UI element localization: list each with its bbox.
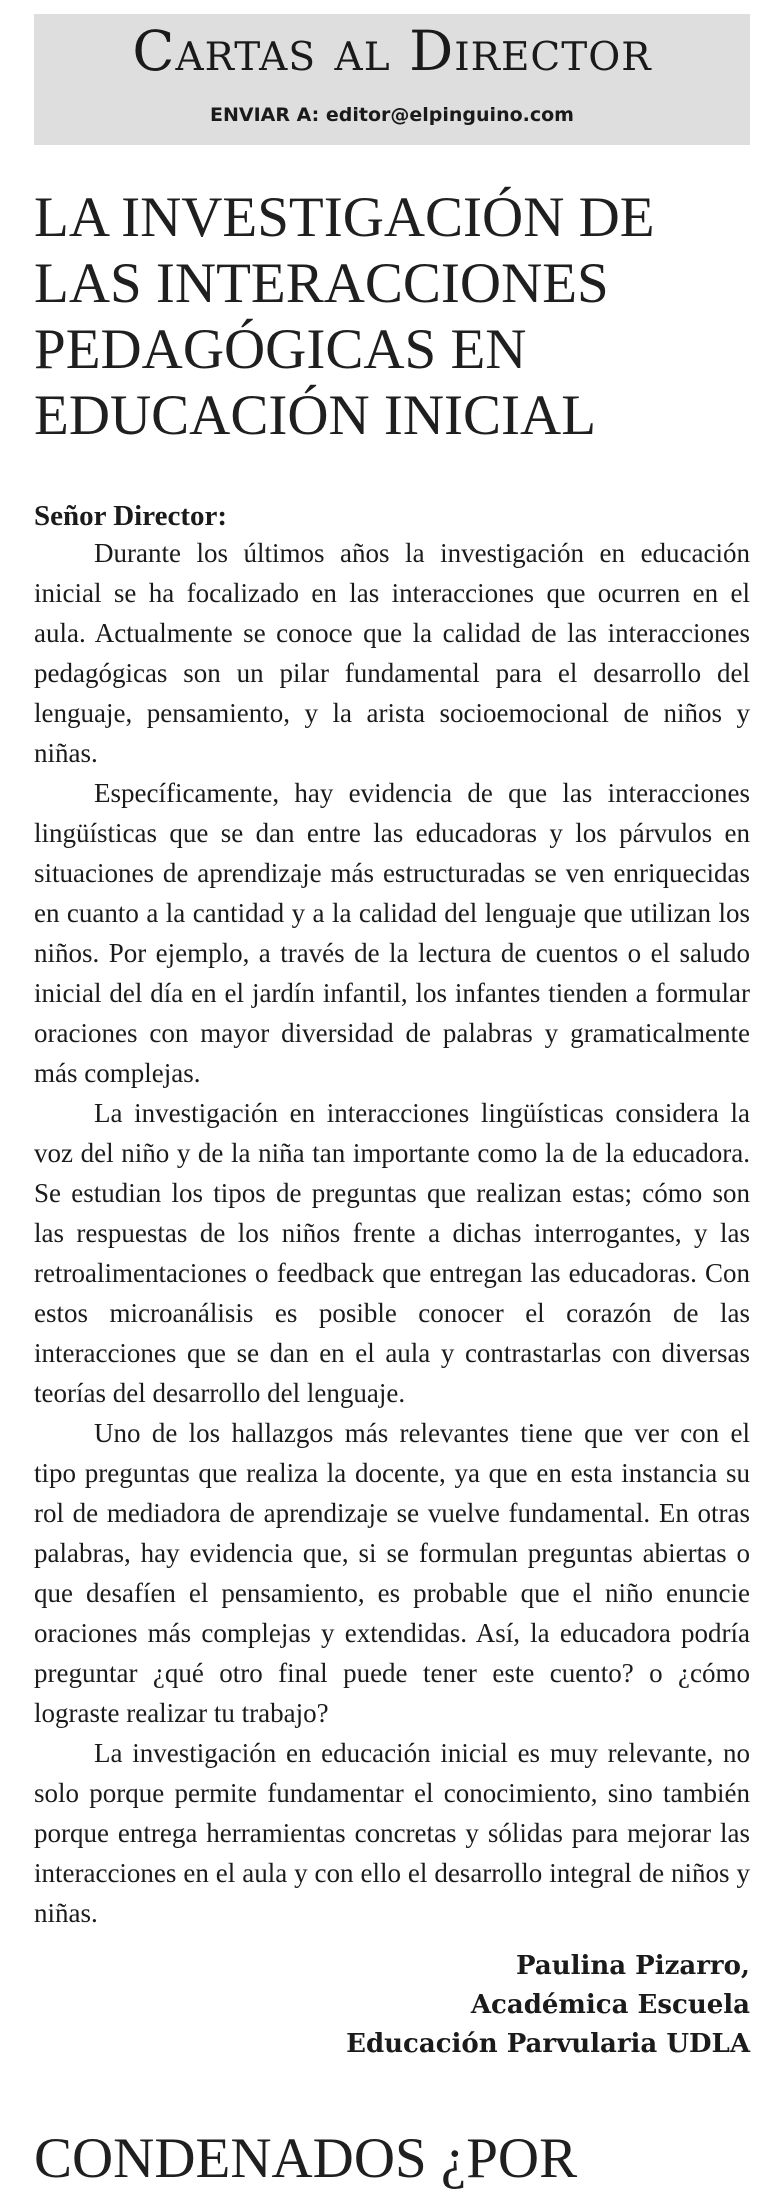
body-paragraph-5: La investigación en educación inicial es muy relevante, no solo porque permite fundamentar el conocimiento, sino también porque entrega herramientas concretas y sólidas para mejorar las interacciones en el aula y con ello el desarrollo integral de niños y niñas. bbox=[34, 1738, 750, 1928]
signature-name: Paulina Pizarro, bbox=[516, 1951, 750, 1981]
body-paragraph-2: Específicamente, hay evidencia de que las interacciones lingüísticas que se dan entre las educadoras y los párvulos en situaciones de aprendizaje más estructuradas se ven enriquecidas en cuanto a la cantidad y a la calidad del lenguaje que utilizan los niños. Por ejemplo, a través de la lectura de cuentos o el saludo inicial del día en el jardín infantil, los infantes tienden a formular oraciones con mayor diversidad de palabras y gramaticalmente más complejas. bbox=[34, 778, 750, 1088]
letter-headline: LA INVESTIGACIÓN DE LAS INTERACCIONES PEDAGÓGICAS EN EDUCACIÓN INICIAL bbox=[34, 186, 655, 447]
next-article-headline: CONDENADOS ¿POR bbox=[34, 2127, 578, 2190]
salutation: Señor Director: bbox=[34, 500, 228, 532]
signature-institution: Educación Parvularia UDLA bbox=[346, 2029, 750, 2059]
body-paragraph-3: La investigación en interacciones lingüísticas considera la voz del niño y de la niña tan importante como la de la educadora. Se estudian los tipos de preguntas que realizan estas; cómo son las respuestas de los niños frente a dichas interrogantes, y las retroalimentaciones o feedback que entregan las educadoras. Con estos microanálisis es posible conocer el corazón de las interacciones que se dan en el aula y contrastarlas con diversas teorías del desarrollo del lenguaje. bbox=[34, 1098, 750, 1408]
letters-page bbox=[34, 14, 750, 2064]
body-paragraph-4: Uno de los hallazgos más relevantes tiene que ver con el tipo preguntas que realiza la docente, ya que en esta instancia su rol de mediadora de aprendizaje se vuelve fundamental. En otras palabras, hay evidencia que, si se formulan preguntas abiertas o que desafíen el pensamiento, es probable que el niño enuncie oraciones más complejas y extendidas. Así, la educadora podría preguntar ¿qué otro final puede tener este cuento? o ¿cómo lograste realizar tu trabajo? bbox=[34, 1418, 750, 1728]
section-header bbox=[34, 14, 750, 145]
signature-role: Académica Escuela bbox=[470, 1990, 750, 2020]
send-to-email: ENVIAR A: editor@elpinguino.com bbox=[210, 104, 574, 126]
body-paragraph-1: Durante los últimos años la investigación en educación inicial se ha focalizado en las interacciones que ocurren en el aula. Actualmente se conoce que la calidad de las interacciones pedagógicas son un pilar fundamental para el desarrollo del lenguaje, pensamiento, y la arista socioemocional de niños y niñas. bbox=[34, 538, 750, 768]
section-title: Cartas al Director bbox=[132, 19, 652, 83]
signature-block bbox=[34, 1947, 750, 2064]
letter-body bbox=[34, 533, 750, 1933]
